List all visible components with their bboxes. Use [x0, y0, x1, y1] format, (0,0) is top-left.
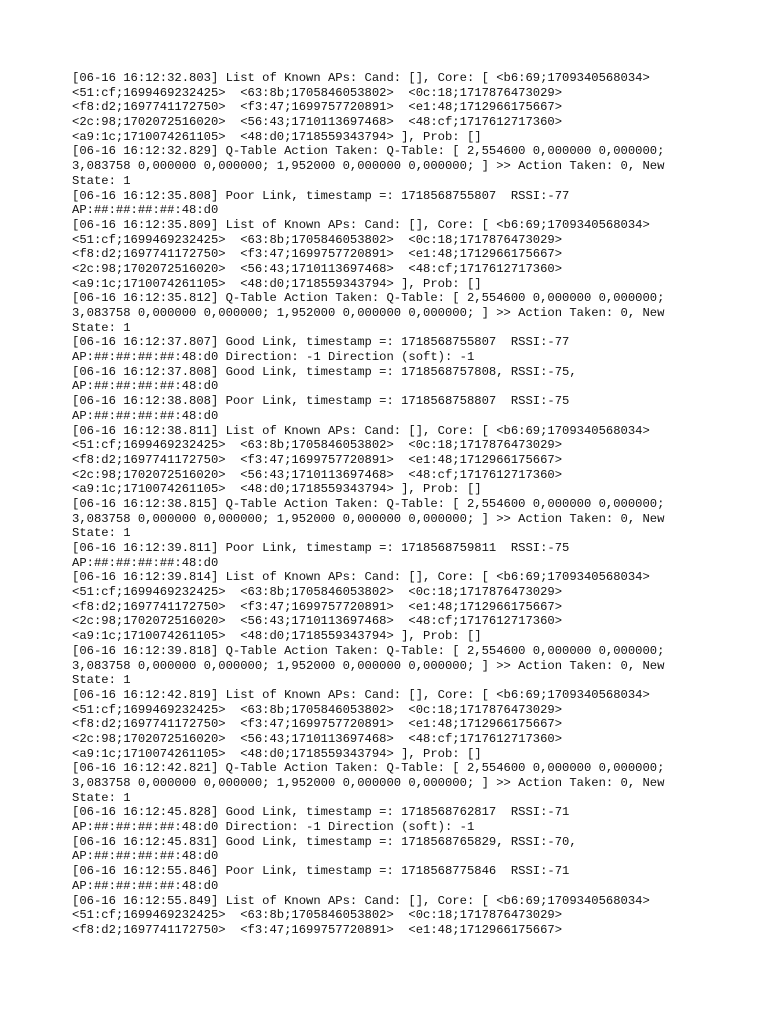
log-line: <a9:1c;1710074261105> <48:d0;1718559343794> ], Prob: [] [72, 276, 482, 291]
log-line: <2c:98;1702072516020> <56:43;1710113697468> <48:cf;1717612717360> [72, 115, 563, 130]
log-line: 3,083758 0,000000 0,000000; 1,952000 0,000000 0,000000; ] >> Action Taken: 0, New [72, 776, 665, 790]
log-line: <a9:1c;1710074261105> <48:d0;1718559343794> ], Prob: [] [72, 482, 482, 497]
log-line: <51:cf;1699469232425> <63:8b;1705846053802> <0c:18;1717876473029> [72, 908, 563, 923]
log-line: AP:##:##:##:##:48:d0 [72, 379, 219, 394]
log-line: State: 1 [72, 790, 131, 805]
log-line: 3,083758 0,000000 0,000000; 1,952000 0,000000 0,000000; ] >> Action Taken: 0, New [72, 159, 665, 174]
log-line: [06-16 16:12:32.829] Q-Table Action Taken: Q-Table: [ 2,554600 0,000000 0,000000; [72, 144, 665, 159]
log-line: [06-16 16:12:45.831] Good Link, timestamp =: 1718568765829, RSSI:-70, [72, 834, 577, 849]
log-line: <f8:d2;1697741172750> <f3:47;1699757720891> <e1:48;1712966175667> [72, 717, 563, 732]
log-line: <2c:98;1702072516020> <56:43;1710113697468> <48:cf;1717612717360> [72, 614, 563, 629]
log-line: <a9:1c;1710074261105> <48:d0;1718559343794> ], Prob: [] [72, 129, 482, 144]
log-line: State: 1 [72, 320, 131, 335]
log-line: <2c:98;1702072516020> <56:43;1710113697468> <48:cf;1717612717360> [72, 261, 563, 276]
log-line: 3,083758 0,000000 0,000000; 1,952000 0,000000 0,000000; ] >> Action Taken: 0, New [72, 658, 665, 673]
log-line: [06-16 16:12:35.809] List of Known APs: Cand: [], Core: [ <b6:69;1709340568034> [72, 217, 650, 232]
log-line: <a9:1c;1710074261105> <48:d0;1718559343794> ], Prob: [] [72, 746, 482, 761]
log-line: AP:##:##:##:##:48:d0 [72, 408, 219, 423]
log-line: [06-16 16:12:37.808] Good Link, timestamp =: 1718568757808, RSSI:-75, [72, 364, 577, 379]
log-line: <a9:1c;1710074261105> <48:d0;1718559343794> ], Prob: [] [72, 629, 482, 644]
log-line: AP:##:##:##:##:48:d0 [72, 555, 219, 570]
log-line: [06-16 16:12:55.846] Poor Link, timestamp =: 1718568775846 RSSI:-71 [72, 864, 570, 879]
log-line: <51:cf;1699469232425> <63:8b;1705846053802> <0c:18;1717876473029> [72, 438, 563, 453]
log-line: AP:##:##:##:##:48:d0 Direction: -1 Direction (soft): -1 [72, 350, 475, 365]
log-line: <51:cf;1699469232425> <63:8b;1705846053802> <0c:18;1717876473029> [72, 85, 563, 100]
log-line: [06-16 16:12:39.818] Q-Table Action Taken: Q-Table: [ 2,554600 0,000000 0,000000; [72, 643, 665, 658]
log-line: <f8:d2;1697741172750> <f3:47;1699757720891> <e1:48;1712966175667> [72, 599, 563, 614]
log-line: State: 1 [72, 673, 131, 688]
log-line: State: 1 [72, 526, 131, 541]
log-line: [06-16 16:12:37.807] Good Link, timestamp =: 1718568755807 RSSI:-77 [72, 335, 570, 350]
log-line: 3,083758 0,000000 0,000000; 1,952000 0,000000 0,000000; ] >> Action Taken: 0, New [72, 306, 665, 320]
log-line: <2c:98;1702072516020> <56:43;1710113697468> <48:cf;1717612717360> [72, 467, 563, 482]
log-line: AP:##:##:##:##:48:d0 [72, 849, 219, 864]
log-line: <f8:d2;1697741172750> <f3:47;1699757720891> <e1:48;1712966175667> [72, 247, 563, 262]
log-line: <f8:d2;1697741172750> <f3:47;1699757720891> <e1:48;1712966175667> [72, 922, 563, 937]
log-line: State: 1 [72, 173, 131, 188]
log-line: [06-16 16:12:35.808] Poor Link, timestamp =: 1718568755807 RSSI:-77 [72, 188, 570, 203]
log-line: AP:##:##:##:##:48:d0 [72, 203, 219, 218]
log-line: 3,083758 0,000000 0,000000; 1,952000 0,000000 0,000000; ] >> Action Taken: 0, New [72, 511, 665, 526]
log-line: [06-16 16:12:38.808] Poor Link, timestamp =: 1718568758807 RSSI:-75 [72, 394, 570, 409]
log-line: AP:##:##:##:##:48:d0 Direction: -1 Direction (soft): -1 [72, 820, 475, 835]
log-line: [06-16 16:12:32.803] List of Known APs: Cand: [], Core: [ <b6:69;1709340568034> [72, 71, 650, 85]
log-line: [06-16 16:12:42.821] Q-Table Action Taken: Q-Table: [ 2,554600 0,000000 0,000000; [72, 761, 665, 776]
log-line: <51:cf;1699469232425> <63:8b;1705846053802> <0c:18;1717876473029> [72, 232, 563, 247]
log-line: [06-16 16:12:55.849] List of Known APs: Cand: [], Core: [ <b6:69;1709340568034> [72, 893, 650, 908]
log-line: [06-16 16:12:38.815] Q-Table Action Taken: Q-Table: [ 2,554600 0,000000 0,000000; [72, 496, 665, 511]
log-page [72, 71, 752, 952]
log-line: <f8:d2;1697741172750> <f3:47;1699757720891> <e1:48;1712966175667> [72, 452, 563, 467]
log-line: [06-16 16:12:35.812] Q-Table Action Taken: Q-Table: [ 2,554600 0,000000 0,000000; [72, 291, 665, 306]
log-line: [06-16 16:12:39.814] List of Known APs: Cand: [], Core: [ <b6:69;1709340568034> [72, 570, 650, 585]
log-line: [06-16 16:12:38.811] List of Known APs: Cand: [], Core: [ <b6:69;1709340568034> [72, 423, 650, 438]
log-line [72, 938, 752, 953]
log-line: [06-16 16:12:39.811] Poor Link, timestamp =: 1718568759811 RSSI:-75 [72, 541, 570, 555]
log-line: <51:cf;1699469232425> <63:8b;1705846053802> <0c:18;1717876473029> [72, 702, 563, 717]
log-line: AP:##:##:##:##:48:d0 [72, 878, 219, 893]
log-line: <2c:98;1702072516020> <56:43;1710113697468> <48:cf;1717612717360> [72, 731, 563, 746]
log-line: <51:cf;1699469232425> <63:8b;1705846053802> <0c:18;1717876473029> [72, 585, 563, 600]
log-line: <f8:d2;1697741172750> <f3:47;1699757720891> <e1:48;1712966175667> [72, 100, 563, 115]
log-line: [06-16 16:12:42.819] List of Known APs: Cand: [], Core: [ <b6:69;1709340568034> [72, 687, 650, 702]
log-line: [06-16 16:12:45.828] Good Link, timestamp =: 1718568762817 RSSI:-71 [72, 805, 570, 820]
